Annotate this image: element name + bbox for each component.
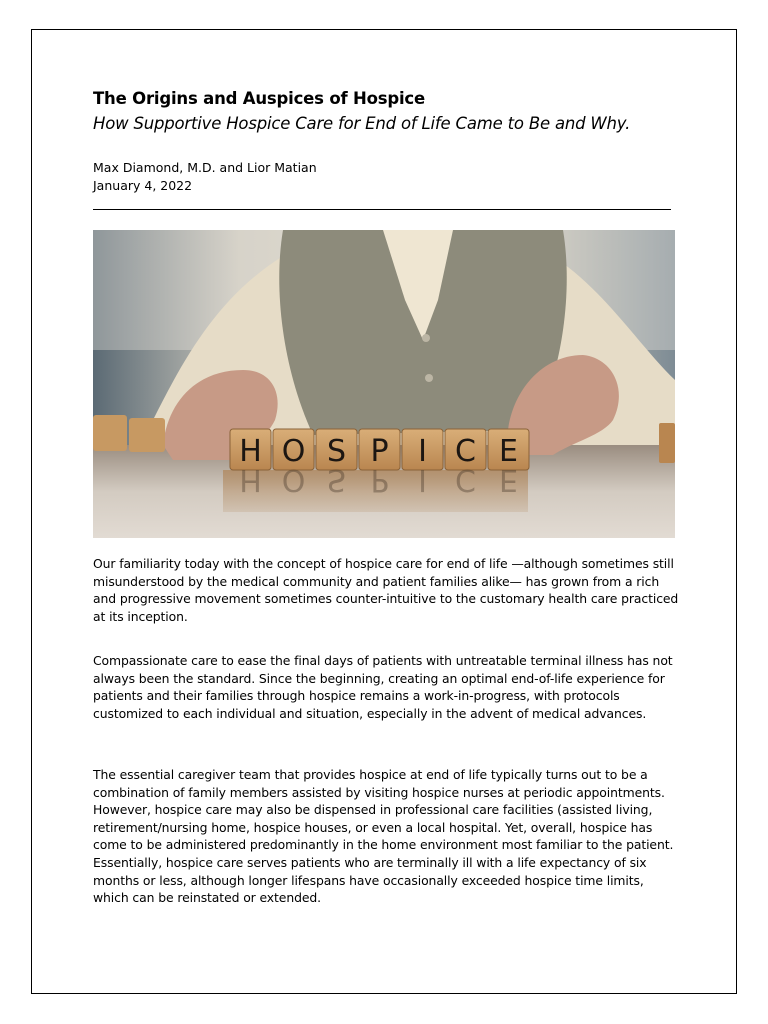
document-title: The Origins and Auspices of Hospice [93, 89, 425, 108]
block-letter: S [326, 434, 347, 469]
block-letter-reflection: S [326, 462, 347, 497]
body-paragraph-3: The essential caregiver team that provides hospice at end of life typically turns out to be a combination of family members assisted by visiting hospice nurses at periodic appointments. However, hospice care may also be dispensed in professional care facilities (assisted living, retirement/nursing home, hospice houses, or even a local hospital. Yet, overall, hospice has come to be administered predominantly in the home environment most familiar to the patient. Essentially, hospice care serves patients who are terminally ill with a life expectancy of six months or less, although longer lifespans have occasionally exceeded hospice time limits, which can be reinstated or extended. [93, 767, 674, 906]
document-subtitle: How Supportive Hospice Care for End of Life Came to Be and Why. [93, 114, 631, 133]
body-paragraph-1: Our familiarity today with the concept of hospice care for end of life —although sometimes still misunderstood by the medical community and patient families alike— has grown from a rich and progressive movement sometimes counter-intuitive to the customary health care practiced at its inception. [93, 556, 679, 624]
block-letter: H [239, 434, 262, 469]
block-letter-reflection: H [239, 462, 262, 497]
block-letter: I [418, 434, 427, 469]
block-letter: E [499, 434, 518, 469]
block-letter-reflection: E [499, 462, 518, 497]
hero-photo-hospice-blocks [93, 230, 675, 538]
header-divider [93, 209, 671, 210]
block-letter-reflection: O [281, 462, 306, 497]
block-letter: C [455, 434, 476, 469]
block-letter: O [281, 434, 306, 469]
block-letter-reflection: P [370, 462, 389, 497]
block-letter: P [370, 434, 389, 469]
block-letter-reflection: I [418, 462, 427, 497]
document-date: January 4, 2022 [93, 178, 193, 193]
block-letter-reflection: C [455, 462, 476, 497]
body-paragraph-2: Compassionate care to ease the final days of patients with untreatable terminal illness has not always been the standard. Since the beginning, creating an optimal end-of-life experience for patients and their families through hospice remains a work-in-progress, with protocols customized to each individual and situation, especially in the advent of medical advances. [93, 653, 673, 721]
document-authors: Max Diamond, M.D. and Lior Matian [93, 160, 317, 175]
